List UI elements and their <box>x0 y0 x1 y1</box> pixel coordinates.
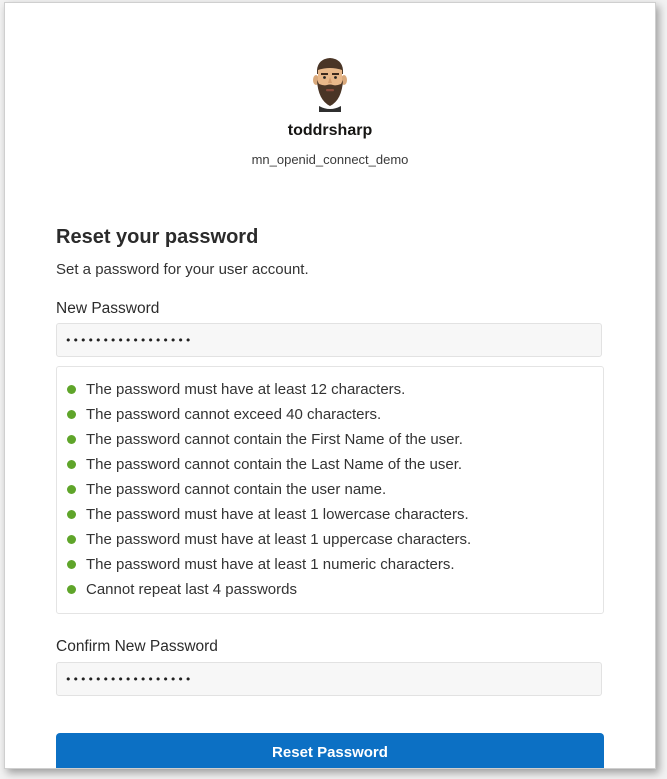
app-name: mn_openid_connect_demo <box>251 152 409 167</box>
check-dot-icon <box>67 560 76 569</box>
check-dot-icon <box>67 510 76 519</box>
check-dot-icon <box>67 535 76 544</box>
password-rule-item <box>67 479 386 499</box>
password-rule-item <box>67 554 455 574</box>
password-rule-text: The password must have at least 1 numeric characters. <box>86 555 455 573</box>
reset-password-button[interactable]: Reset Password <box>56 733 604 769</box>
password-rule-text: The password must have at least 1 uppercase characters. <box>86 530 472 548</box>
password-rule-text: The password cannot contain the Last Name of the user. <box>86 455 463 473</box>
password-rules-panel <box>56 366 604 614</box>
password-rule-text: The password must have at least 1 lowercase characters. <box>86 505 469 523</box>
password-rule-text: Cannot repeat last 4 passwords <box>86 580 297 598</box>
password-rule-text: The password cannot contain the First Name of the user. <box>86 430 463 448</box>
check-dot-icon <box>67 385 76 394</box>
password-rule-text: The password cannot exceed 40 characters. <box>86 405 382 423</box>
password-rule-item <box>67 504 469 524</box>
bearded-man-avatar-icon <box>311 56 349 112</box>
check-dot-icon <box>67 485 76 494</box>
check-dot-icon <box>67 585 76 594</box>
confirm-password-label: Confirm New Password <box>56 638 218 655</box>
password-rule-item <box>67 454 462 474</box>
password-rule-text: The password cannot contain the user name. <box>86 480 387 498</box>
password-rule-item <box>67 379 405 399</box>
new-password-field[interactable]: ••••••••••••••••• <box>56 323 602 357</box>
page-title: Reset your password <box>56 226 259 248</box>
confirm-password-field[interactable]: ••••••••••••••••• <box>56 662 602 696</box>
password-rule-item <box>67 529 471 549</box>
page-subtitle: Set a password for your user account. <box>56 261 309 278</box>
new-password-label: New Password <box>56 300 160 317</box>
reset-password-window <box>4 2 656 769</box>
check-dot-icon <box>67 460 76 469</box>
password-rule-item <box>67 404 381 424</box>
password-rule-item <box>67 579 297 599</box>
password-rule-text: The password must have at least 12 characters. <box>86 380 406 398</box>
check-dot-icon <box>67 435 76 444</box>
username: toddrsharp <box>287 122 373 139</box>
password-rule-item <box>67 429 463 449</box>
check-dot-icon <box>67 410 76 419</box>
